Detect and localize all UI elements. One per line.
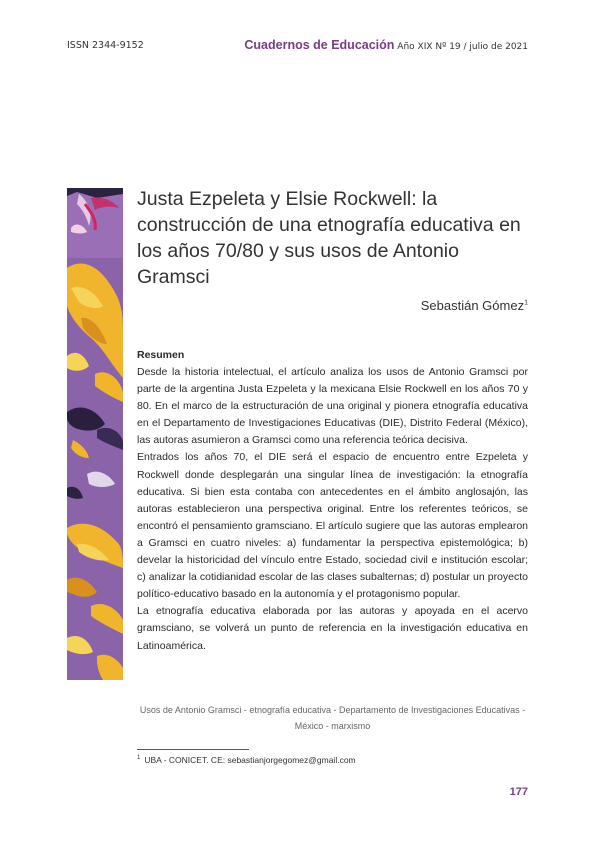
abstract-paragraph: Desde la historia intelectual, el artículo analiza los usos de Antonio Gramsci por parte de la argentina Justa Ezpeleta y la mexicana Elsie Rockwell en los años 70 y 80. En el marco de la estructuración de una original y pionera etnografía educativa en el Departamento de Investigaciones Educativas (DIE), Distrito Federal (México), las autoras asumieron a Gramsci como una referencia teórica decisiva. xyxy=(137,366,528,447)
article-title: Justa Ezpeleta y Elsie Rockwell: la construcción de una etnografía educativa en los años 70/80 y sus usos de Antonio Gramsci xyxy=(137,188,521,288)
footnote-text: UBA - CONICET. CE: sebastianjorgegomez@gmail.com xyxy=(144,755,356,765)
abstract-paragraph: Entrados los años 70, el DIE será el espacio de encuentro entre Ezpeleta y Rockwell donde desplegarán una singular línea de investigación: la etnografía educativa. Si bien esta contaba con antecedentes en el ámbito anglosajón, las autoras establecieron una perspectiva original. Entre los referentes teóricos, se encontró el pensamiento gramsciano. El artículo sugiere que las autoras emplearon a Gramsci en cuatro niveles: a) fundamentar la perspectiva epistemológica; b) develar la historicidad del vínculo entre Estado, sociedad civil e institución escolar; c) analizar la cotidianidad escolar de las clases subalternas; d) postular un proyecto político-educativo basado en la autonomía y el protagonismo popular. xyxy=(137,451,528,601)
journal-name: Cuadernos de Educación xyxy=(244,38,395,52)
page-number: 177 xyxy=(509,786,528,798)
footnote-marker: 1 xyxy=(137,755,141,762)
issn-label: ISSN 2344-9152 xyxy=(67,40,144,51)
footnote-divider xyxy=(137,749,249,750)
journal-header xyxy=(244,38,528,52)
author-footnote-marker: 1 xyxy=(524,299,528,307)
keywords: Usos de Antonio Gramsci - etnografía educativa - Departamento de Investigaciones Educativas - México - marxismo xyxy=(139,705,526,731)
journal-issue: Año XIX Nº 19 / julio de 2021 xyxy=(397,42,528,52)
abstract-paragraph: La etnografía educativa elaborada por las autoras y apoyada en el acervo gramsciano, se volverá un punto de referencia en la investigación educativa en Latinoamérica. xyxy=(137,605,528,652)
abstract-heading: Resumen xyxy=(137,349,185,361)
author-line xyxy=(421,298,528,313)
footnote xyxy=(137,755,356,765)
decorative-side-artwork xyxy=(67,188,123,680)
author-name: Sebastián Gómez xyxy=(420,298,525,313)
abstract-section xyxy=(137,347,528,655)
